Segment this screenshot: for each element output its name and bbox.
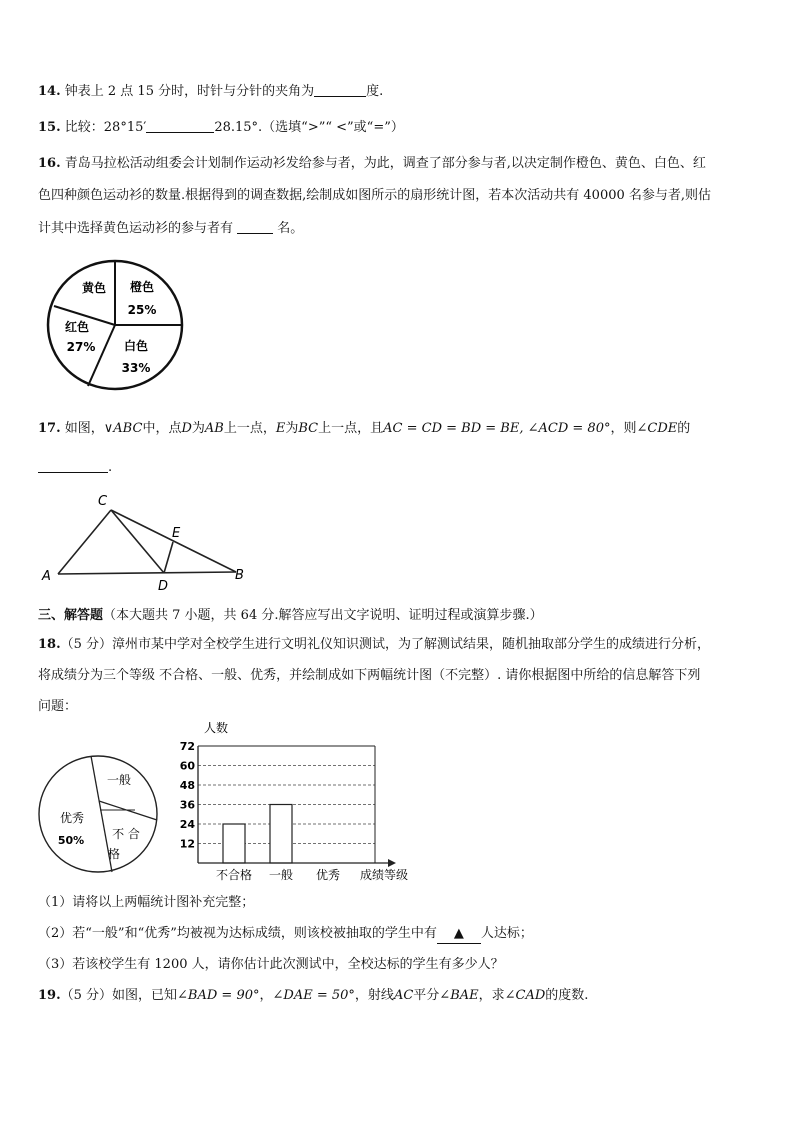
math-angle: ∠CDE	[636, 421, 678, 436]
question-text: 为	[285, 421, 299, 436]
math-condition: AC = CD = BD = BE, ∠ACD = 80°	[383, 421, 611, 436]
question-text: 计其中选择黄色运动衫的参与者有	[38, 221, 234, 236]
placeholder-mark: ▲	[453, 926, 464, 941]
x-axis-arrow	[388, 859, 396, 867]
pie-label-red: 红色	[64, 320, 90, 334]
segment-DE	[164, 542, 173, 573]
angle-value-right: 28.15°	[214, 120, 259, 135]
question-text: 将成绩分为三个等级 不合格、一般、优秀，并绘制成如下两幅统计图（不完整）. 请你根据图中所给的信息解答下列	[38, 668, 701, 683]
question-text: 比较：	[64, 120, 104, 135]
question-number: 16.	[38, 156, 61, 171]
question-18-line-1	[38, 636, 710, 654]
answer-blank[interactable]	[314, 82, 366, 97]
question-18-sub-2	[38, 925, 533, 944]
segment-CD	[111, 510, 164, 573]
question-17-answer	[38, 458, 112, 477]
answer-blank[interactable]	[146, 118, 214, 133]
question-text: 为	[191, 421, 205, 436]
question-18-line-2	[38, 667, 700, 685]
question-text: ，射线	[354, 988, 394, 1003]
question-text: .	[108, 460, 113, 475]
math-segment: BC	[298, 421, 319, 436]
segment-AC	[58, 510, 111, 574]
pie-label-general: 一般	[106, 773, 132, 787]
angle-value-left: 28°15′	[103, 120, 147, 135]
x-tick-label: 一般	[268, 868, 294, 882]
math-angle: ∠DAE = 50°	[272, 988, 355, 1003]
question-text: （3）若该校学生有 1200 人，请你估计此次测试中，全校达标的学生有多少人？	[38, 957, 504, 972]
pie-pct-red: 27%	[66, 340, 96, 354]
answer-blank[interactable]	[237, 219, 273, 234]
x-tick-label: 不合格	[215, 868, 253, 882]
question-text: 名。	[277, 221, 304, 236]
y-axis-label: 人数	[204, 721, 229, 735]
question-16-line-1	[38, 155, 706, 173]
grade-bar-chart	[170, 716, 422, 884]
question-text: 漳州市某中学对全校学生进行文明礼仪知识测试，为了解测试结果，随机抽取部分学生的成绩进行分析，	[112, 637, 711, 652]
pie-label-fail: 不 合	[112, 827, 140, 841]
math-ray: AC	[393, 988, 414, 1003]
color-pie-chart	[44, 258, 186, 392]
question-16-line-2	[38, 187, 711, 205]
question-text: 问题：	[38, 699, 78, 714]
bar-0	[223, 824, 245, 863]
y-tick-label: 36	[179, 798, 195, 812]
question-number: 18.	[38, 637, 61, 652]
question-18-sub-1	[38, 894, 254, 912]
question-number: 15.	[38, 120, 61, 135]
pie-label-yellow: 黄色	[81, 281, 107, 295]
question-15	[38, 118, 404, 137]
math-point: D	[181, 421, 192, 436]
question-text: （5 分）如图，已知	[60, 988, 178, 1003]
math-triangle: ∨ABC	[103, 421, 143, 436]
question-18-line-3	[38, 698, 77, 716]
question-number: 14.	[38, 84, 61, 99]
question-number: 17.	[38, 421, 61, 436]
point-label-E: E	[172, 526, 181, 541]
pie-label-white: 白色	[123, 339, 149, 353]
question-text: 青岛马拉松活动组委会计划制作运动衫发给参与者，为此，调查了部分参与者,以决定制作橙色、黄色、白色、红	[64, 156, 706, 171]
grade-pie-chart	[36, 754, 160, 876]
x-axis-label: 成绩等级	[360, 868, 409, 882]
pie-pct-orange: 25%	[127, 303, 157, 317]
math-angle: ∠BAE	[439, 988, 479, 1003]
question-text: 钟表上 2 点 15 分时，时针与分针的夹角为	[64, 84, 315, 99]
y-tick-label: 12	[179, 837, 195, 851]
y-tick-label: 24	[179, 818, 195, 831]
question-text: 上一点，且	[318, 421, 384, 436]
question-text: 中，点	[142, 421, 182, 436]
question-text: （2）若“一般”和“优秀”均被视为达标成绩，则该校被抽取的学生中有	[38, 926, 437, 941]
question-text: ，则	[610, 421, 637, 436]
question-text: 平分	[413, 988, 440, 1003]
pie-label-fail-2: 格	[107, 847, 121, 861]
triangle-figure	[36, 482, 258, 594]
section-title: 三、解答题	[38, 608, 104, 623]
question-text: 的度数.	[545, 988, 589, 1003]
question-17	[38, 420, 690, 438]
answer-blank[interactable]	[437, 925, 481, 944]
point-label-A: A	[42, 569, 51, 584]
point-label-D: D	[158, 579, 169, 594]
math-angle: ∠BAD = 90°	[177, 988, 260, 1003]
question-number: 19.	[38, 988, 61, 1003]
question-text: 的	[677, 421, 691, 436]
segment-CB	[111, 510, 236, 572]
math-point: E	[275, 421, 286, 436]
question-text: （1）请将以上两幅统计图补充完整；	[38, 895, 255, 910]
question-18-sub-3	[38, 956, 504, 974]
question-text: 色四种颜色运动衫的数量.根据得到的调查数据,绘制成如图所示的扇形统计图，若本次活动共有 40000 名参与者,则估	[38, 188, 712, 203]
question-19	[38, 987, 588, 1005]
bar-1	[270, 805, 292, 864]
pie-pct-excellent: 50%	[57, 834, 85, 847]
pie-label-excellent: 优秀	[59, 811, 85, 825]
x-tick-label: 优秀	[315, 868, 341, 882]
pie-pct-white: 33%	[121, 361, 151, 375]
y-tick-label: 48	[179, 779, 195, 792]
point-label-C: C	[98, 494, 108, 509]
answer-blank[interactable]	[38, 458, 108, 473]
math-segment: AB	[204, 421, 224, 436]
question-text: ，	[259, 988, 273, 1003]
question-text: 上一点，	[223, 421, 276, 436]
question-text: ，求	[478, 988, 505, 1003]
y-tick-label: 60	[179, 759, 195, 773]
question-text: 度.	[366, 84, 384, 99]
question-text: 人达标；	[480, 926, 533, 941]
question-14	[38, 82, 383, 101]
math-angle: ∠CAD	[504, 988, 546, 1003]
section-heading	[38, 607, 543, 625]
question-16-line-3	[38, 219, 303, 238]
pie-label-orange: 橙色	[129, 280, 155, 294]
section-desc: （本大题共 7 小题，共 64 分.解答应写出文字说明、证明过程或演算步骤.）	[103, 608, 543, 623]
question-score: （5 分）	[60, 637, 113, 652]
question-text: 如图，	[64, 421, 104, 436]
segment-AB	[58, 572, 236, 574]
point-label-B: B	[235, 568, 244, 583]
question-text: .（选填“>”“ <”或“=”）	[258, 120, 404, 135]
y-tick-label: 72	[179, 740, 195, 753]
